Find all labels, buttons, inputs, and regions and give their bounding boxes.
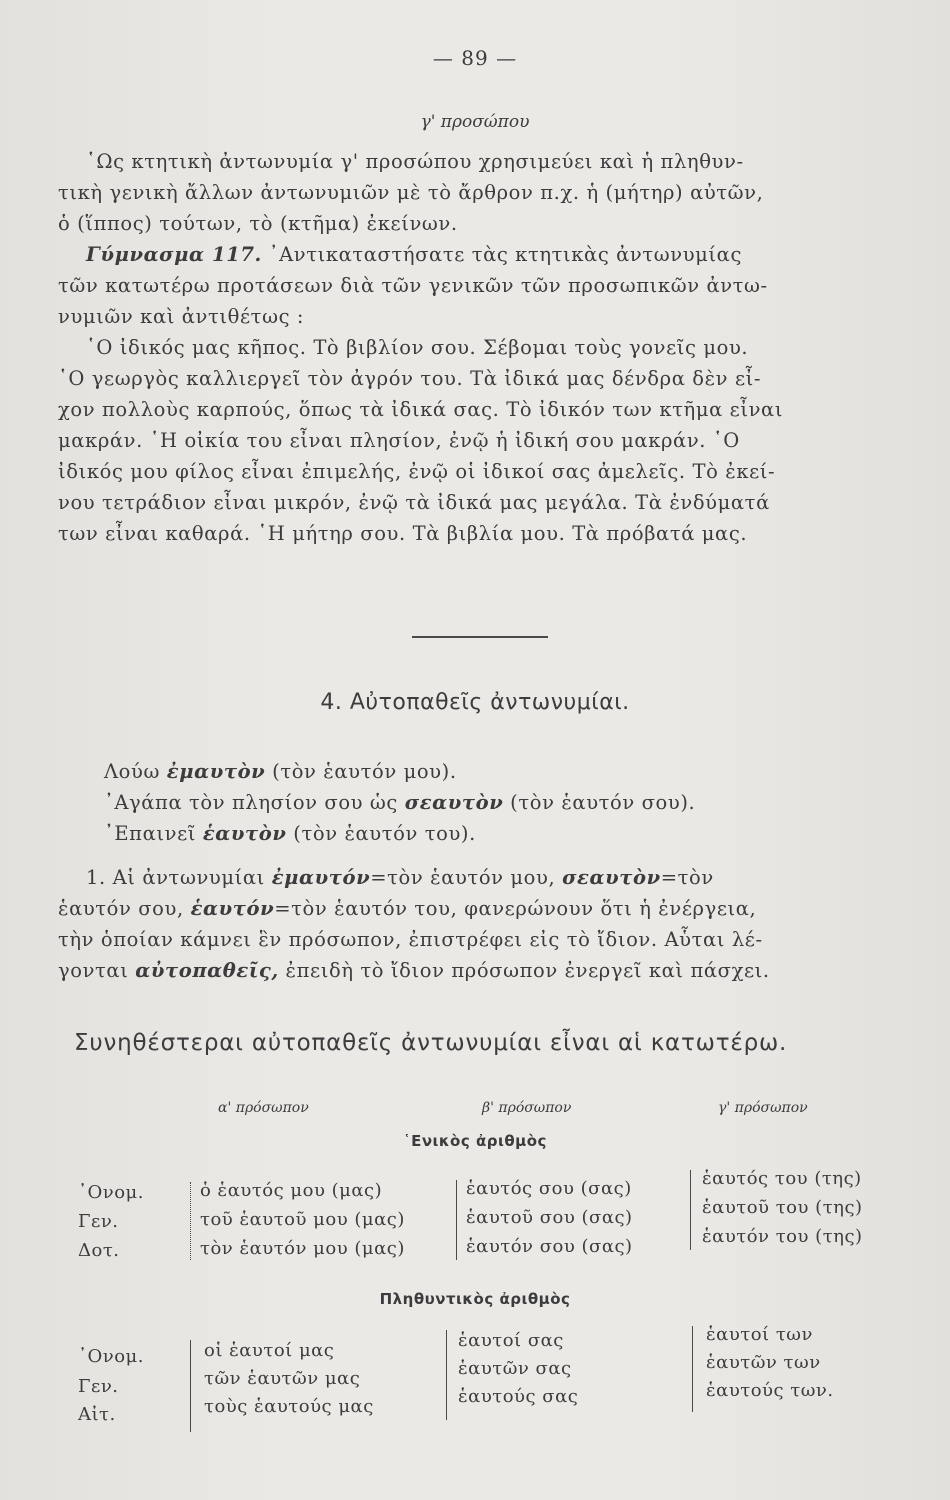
table-cell: ἑαυτόν του (της) (702, 1226, 863, 1247)
rule-paragraph (58, 862, 908, 986)
exercise-line: χον πολλοὺς καρπούς, ὅπως τὰ ἰδικά σας. Τὸ ἰδικόν των κτῆμα εἶναι (58, 398, 784, 421)
table-cell: τοῦ ἑαυτοῦ μου (μας) (200, 1209, 405, 1230)
table-cell: τῶν ἑαυτῶν μας (204, 1368, 361, 1389)
rule-line: τὴν ὁποίαν κάμνει ἓν πρόσωπον, ἐπιστρέφει εἰς τὸ ἴδιον. Αὗται λέ- (58, 928, 763, 951)
section-title: 4. Αὐτοπαθεῖς ἀντωνυμίαι. (320, 690, 630, 715)
column-divider (190, 1182, 191, 1260)
case-label: Γεν. (78, 1376, 119, 1397)
exercise-line: νυμιῶν καὶ ἀντιθέτως : (58, 305, 305, 328)
column-divider (446, 1330, 447, 1420)
example-line: ᾿Επαινεῖ ἑαυτὸν (τὸν ἑαυτόν του). (104, 822, 476, 845)
table-cell: ἑαυτοῦ σου (σας) (466, 1207, 633, 1228)
section-divider (412, 636, 548, 638)
exercise-line: νου τετράδιον εἶναι μικρόν, ἐνῷ τὰ ἰδικά μας μεγάλα. Τὰ ἐνδύματά (58, 491, 770, 514)
table-cell: ἑαυτός του (της) (702, 1168, 862, 1189)
table-cell: τοὺς ἑαυτούς μας (204, 1396, 374, 1417)
page-number: — 89 — (432, 46, 518, 70)
intro-line: ῾Ως κτητικὴ ἀντωνυμία γ' προσώπου χρησιμεύει καὶ ἡ πληθυν- (86, 150, 744, 173)
rule-line: ἑαυτόν σου, ἑαυτόν=τὸν ἑαυτόν του, φανερώνουν ὅτι ἡ ἐνέργεια, (58, 897, 757, 920)
exercise-line: ῾Ο ἰδικός μας κῆπος. Τὸ βιβλίον σου. Σέβομαι τοὺς γονεῖς μου. (86, 336, 749, 359)
page-subheading: γ' προσώπου (420, 112, 530, 132)
rule-line: γονται αὐτοπαθεῖς, ἐπειδὴ τὸ ἴδιον πρόσωπον ἐνεργεῖ καὶ πάσχει. (58, 959, 770, 982)
table-cell: οἱ ἑαυτοί μας (204, 1340, 335, 1361)
example-line: Λούω ἐμαυτὸν (τὸν ἑαυτόν μου). (104, 760, 457, 783)
column-divider (190, 1340, 191, 1432)
person-header: γ' πρόσωπον (718, 1100, 808, 1116)
intro-line: τικὴ γενικὴ ἄλλων ἀντωνυμιῶν μὲ τὸ ἄρθρον π.χ. ἡ (μήτηρ) αὐτῶν, (58, 181, 764, 204)
column-divider (456, 1180, 457, 1260)
table-cell: ὁ ἑαυτός μου (μας) (200, 1180, 383, 1201)
intro-line: ὁ (ἵππος) τούτων, τὸ (κτῆμα) ἐκείνων. (58, 212, 458, 235)
exercise-line: ῾Ο γεωργὸς καλλιεργεῖ τὸν ἀγρόν του. Τὰ ἰδικά μας δένδρα δὲν εἶ- (58, 367, 762, 390)
person-header: α' πρόσωπον (218, 1100, 309, 1116)
case-label: ᾿Ονομ. (78, 1182, 144, 1203)
exercise-line: μακράν. ῾Η οἰκία του εἶναι πλησίον, ἐνῷ ἡ ἰδική σου μακράν. ῾Ο (58, 429, 740, 452)
table-cell: ἑαυτόν σου (σας) (466, 1236, 633, 1257)
exercise-line: ἰδικός μου φίλος εἶναι ἐπιμελής, ἐνῷ οἱ ἰδικοί σας ἀμελεῖς. Τὸ ἐκεί- (58, 460, 776, 483)
common-forms-heading: Συνηθέστεραι αὐτοπαθεῖς ἀντωνυμίαι εἶναι αἱ κατωτέρω. (74, 1030, 788, 1056)
person-header: β' πρόσωπον (482, 1100, 572, 1116)
table-cell: τὸν ἑαυτόν μου (μας) (200, 1238, 405, 1259)
table-cell: ἑαυτοί των (706, 1324, 813, 1345)
table-cell: ἑαυτούς των. (706, 1380, 834, 1401)
table-cell: ἑαυτούς σας (458, 1386, 579, 1407)
table-cell: ἑαυτοί σας (458, 1330, 564, 1351)
example-line: ᾿Αγάπα τὸν πλησίον σου ὡς σεαυτὸν (τὸν ἑαυτόν σου). (104, 791, 696, 814)
intro-paragraph (58, 146, 908, 239)
plural-heading: Πληθυντικὸς ἀριθμὸς (379, 1290, 571, 1308)
case-label: Γεν. (78, 1211, 119, 1232)
singular-heading: ῾Ενικὸς ἀριθμὸς (403, 1132, 547, 1150)
table-cell: ἑαυτός σου (σας) (466, 1178, 632, 1199)
exercise-label: Γύμνασμα 117. (86, 243, 262, 266)
table-cell: ἑαυτῶν των (706, 1352, 821, 1373)
exercise-line: των εἶναι καθαρά. ῾Η μήτηρ σου. Τὰ βιβλία μου. Τὰ πρόβατά μας. (58, 522, 748, 545)
column-divider (690, 1170, 691, 1250)
exercise-paragraph (58, 239, 908, 549)
exercise-line: τῶν κατωτέρω προτάσεων διὰ τῶν γενικῶν τῶν προσωπικῶν ἀντω- (58, 274, 768, 297)
case-label: Αἰτ. (78, 1404, 116, 1425)
table-cell: ἑαυτῶν σας (458, 1358, 572, 1379)
case-label: ᾿Ονομ. (78, 1346, 144, 1367)
rule-line: 1. Αἱ ἀντωνυμίαι ἐμαυτόν=τὸν ἑαυτόν μου, σεαυτὸν=τὸν (86, 866, 714, 889)
case-label: Δοτ. (78, 1240, 120, 1261)
column-divider (692, 1326, 693, 1412)
table-cell: ἑαυτοῦ του (της) (702, 1197, 863, 1218)
exercise-line: Γύμνασμα 117. ᾿Αντικαταστήσατε τὰς κτητικὰς ἀντωνυμίας (86, 243, 742, 266)
